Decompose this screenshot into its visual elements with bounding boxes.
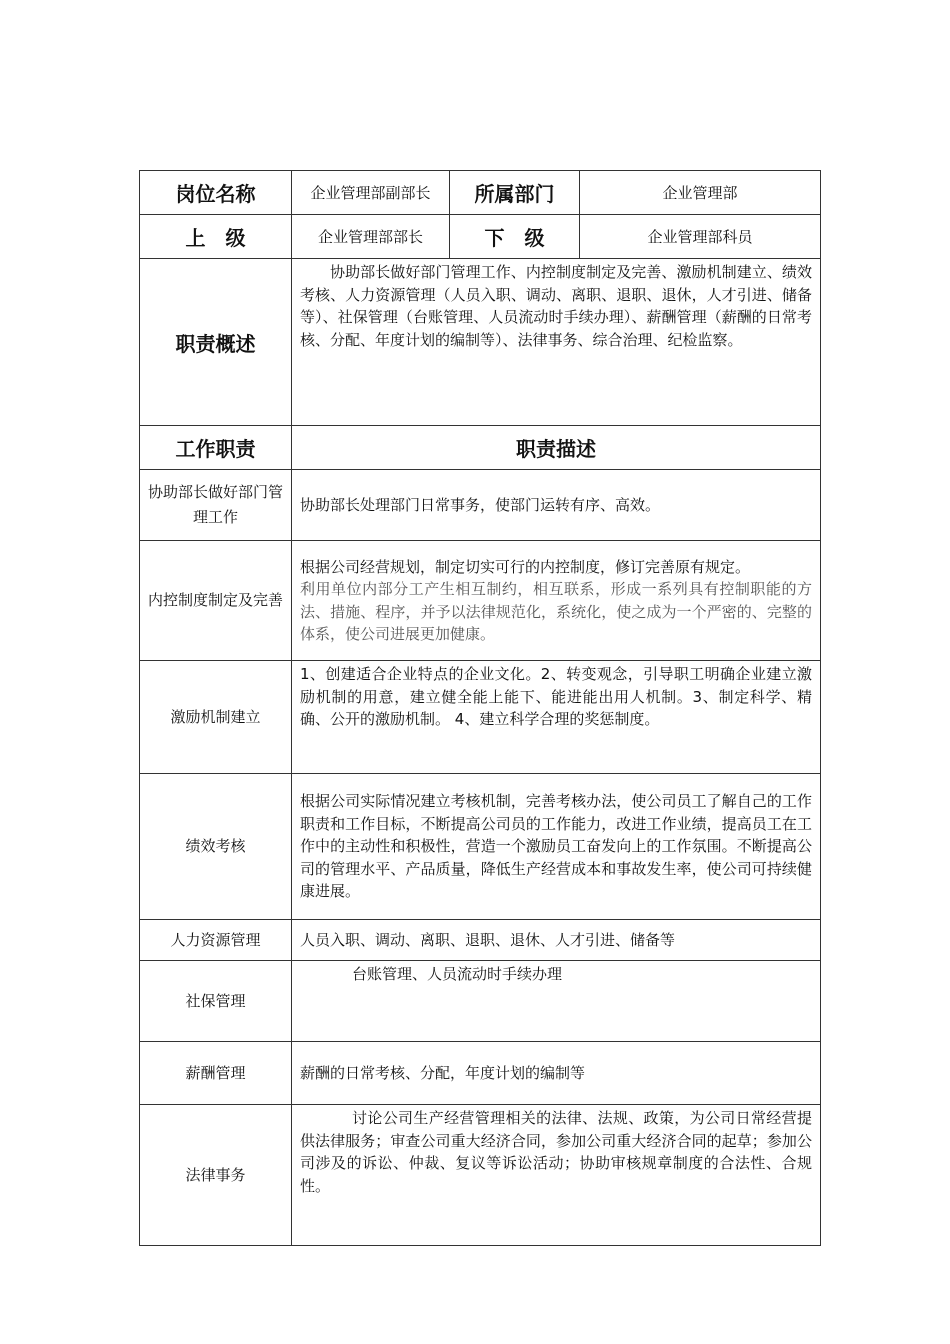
duty-description-cell xyxy=(292,541,821,661)
table-row xyxy=(140,661,821,774)
duty-label: 内控制度制定及完善 xyxy=(140,541,292,661)
summary-row xyxy=(140,259,821,426)
superior-value: 企业管理部部长 xyxy=(292,215,450,259)
duty-description: 根据公司经营规划，制定切实可行的内控制度，修订完善原有规定。 xyxy=(300,557,751,576)
subordinate-value: 企业管理部科员 xyxy=(580,215,821,259)
table-row xyxy=(140,1042,821,1105)
header-row-2 xyxy=(140,215,821,259)
duty-label: 激励机制建立 xyxy=(140,661,292,774)
subordinate-label: 下 级 xyxy=(450,215,580,259)
table-row xyxy=(140,961,821,1042)
duty-label: 绩效考核 xyxy=(140,774,292,920)
table-row xyxy=(140,470,821,541)
duty-label: 协助部长做好部门管理工作 xyxy=(140,470,292,541)
duty-column-header: 工作职责 xyxy=(140,426,292,470)
table-row xyxy=(140,774,821,920)
table-row xyxy=(140,1105,821,1246)
duty-label: 人力资源管理 xyxy=(140,920,292,961)
summary-label: 职责概述 xyxy=(140,259,292,426)
duty-label: 社保管理 xyxy=(140,961,292,1042)
duty-description: 人员入职、调动、离职、退职、退休、人才引进、储备等 xyxy=(292,920,821,961)
table-row xyxy=(140,541,821,661)
department-label: 所属部门 xyxy=(450,171,580,215)
summary-text: 协助部长做好部门管理工作、内控制度制定及完善、激励机制建立、绩效考核、人力资源管理（人员入职、调动、离职、退职、退休，人才引进、储备等）、社保管理（台账管理、人员流动时手续办理）、薪酬管理（薪酬的日常考核、分配、年度计划的编制等）、法律事务、综合治理、纪检监察。 xyxy=(292,259,821,426)
duty-label: 法律事务 xyxy=(140,1105,292,1246)
duty-description: 讨论公司生产经营管理相关的法律、法规、政策，为公司日常经营提供法律服务；审查公司重大经济合同，参加公司重大经济合同的起草；参加公司涉及的诉讼、仲裁、复议等诉讼活动；协助审核规章制度的合法性、合规性。 xyxy=(292,1105,821,1246)
department-value: 企业管理部 xyxy=(580,171,821,215)
duty-description: 根据公司实际情况建立考核机制，完善考核办法，使公司员工了解自己的工作职责和工作目标，不断提高公司员的工作能力，改进工作业绩，提高员工在工作中的主动性和积极性，营造一个激励员工奋发向上的工作氛围。不断提高公司的管理水平、产品质量，降低生产经营成本和事故发生率，使公司可持续健康进展。 xyxy=(292,774,821,920)
duty-description: 协助部长处理部门日常事务，使部门运转有序、高效。 xyxy=(292,470,821,541)
column-header-row xyxy=(140,426,821,470)
duty-label: 薪酬管理 xyxy=(140,1042,292,1105)
duty-description-detail: 利用单位内部分工产生相互制约，相互联系，形成一系列具有控制职能的方法、措施、程序，并予以法律规范化，系统化，使之成为一个严密的、完整的体系，使公司进展更加健康。 xyxy=(300,580,812,643)
header-row-1 xyxy=(140,171,821,215)
duty-description: 1、创建适合企业特点的企业文化。2、转变观念，引导职工明确企业建立激励机制的用意，建立健全能上能下、能进能出用人机制。3、制定科学、精确、公开的激励机制。 4、建立科学合理的奖惩制度。 xyxy=(292,661,821,774)
superior-label: 上 级 xyxy=(140,215,292,259)
position-value: 企业管理部副部长 xyxy=(292,171,450,215)
table-row xyxy=(140,920,821,961)
duty-description: 薪酬的日常考核、分配，年度计划的编制等 xyxy=(292,1042,821,1105)
job-description-table xyxy=(139,170,821,1246)
description-column-header: 职责描述 xyxy=(292,426,821,470)
position-label: 岗位名称 xyxy=(140,171,292,215)
duty-description: 台账管理、人员流动时手续办理 xyxy=(292,961,821,1042)
